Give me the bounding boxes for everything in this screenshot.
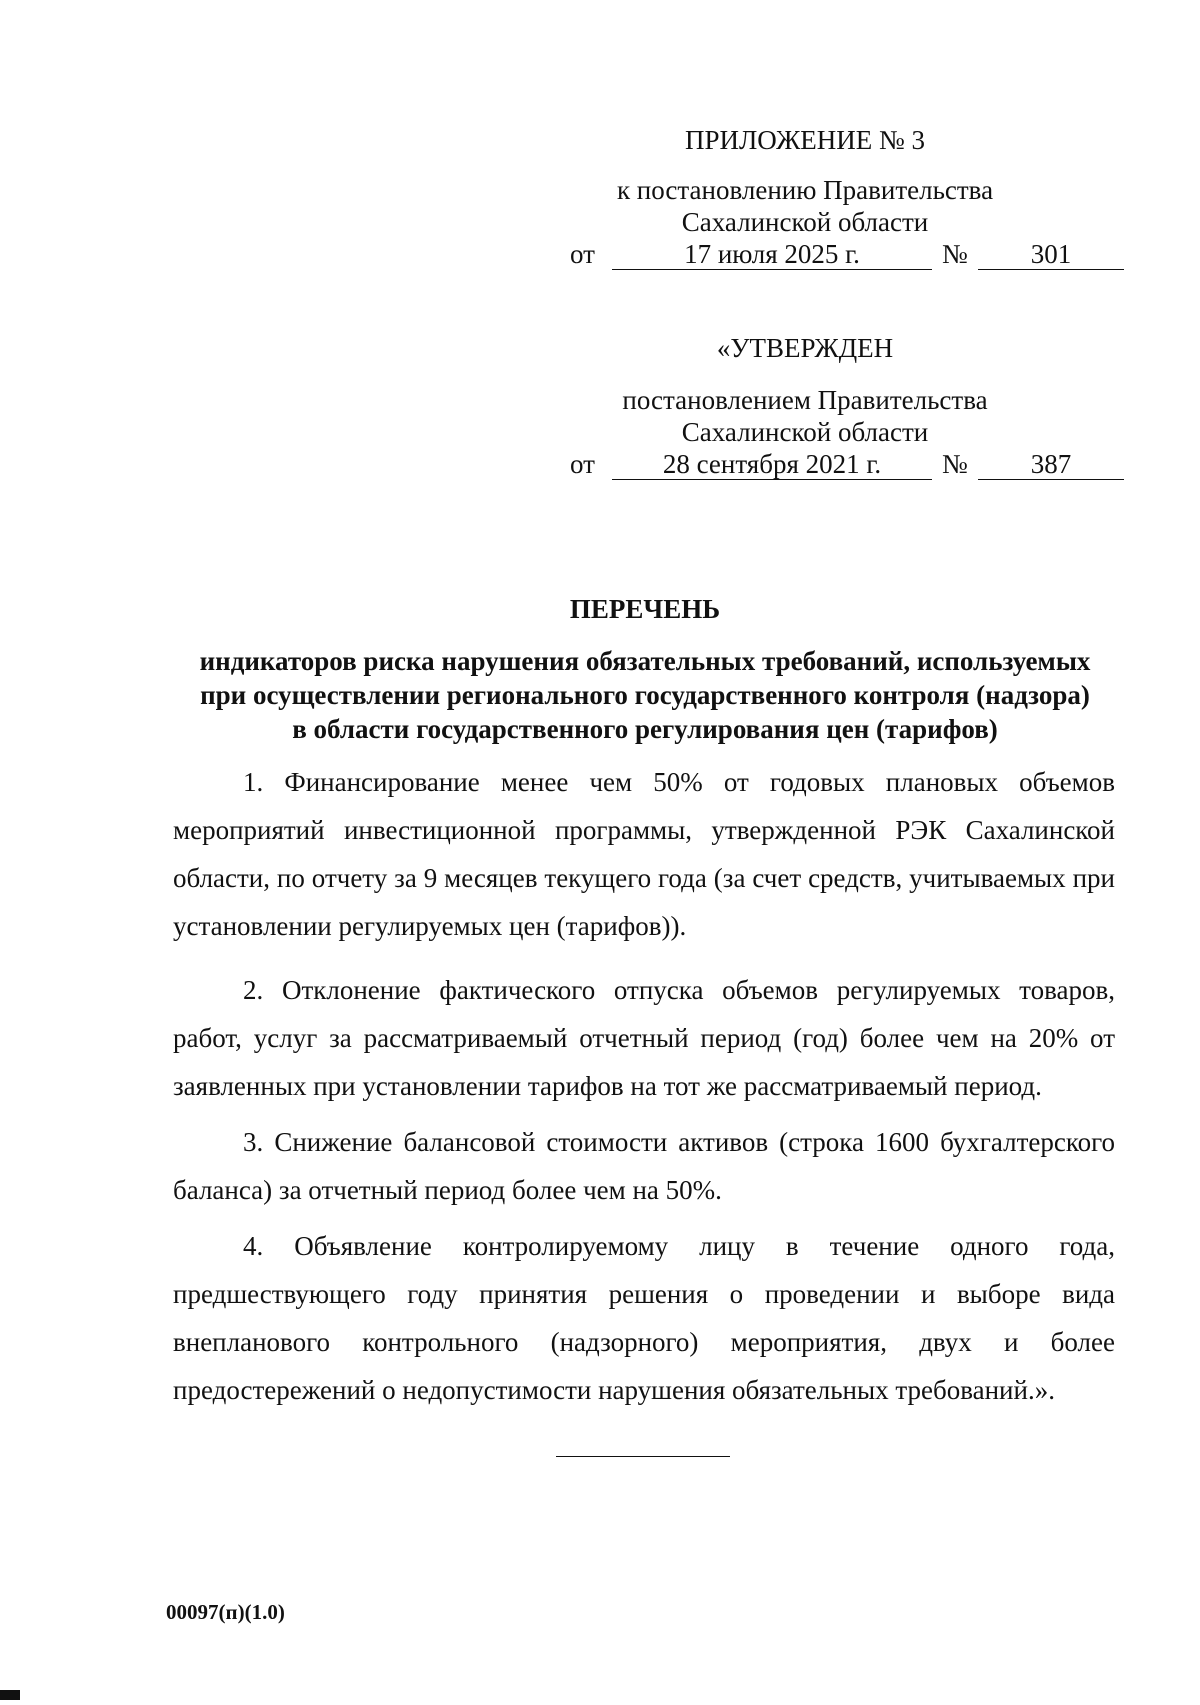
approved-line-2: Сахалинской области <box>681 417 929 447</box>
list-item-2: 2. Отклонение фактического отпуска объемов регулируемых товаров, работ, услуг за рассматриваемый отчетный период (год) более чем на 20% от заявленных при установлении тарифов на тот же рассматриваемый период. <box>173 975 1115 1101</box>
separator-rule <box>556 1456 730 1457</box>
appendix-line-2: Сахалинской области <box>681 207 929 237</box>
approved-title: «УТВЕРЖДЕН <box>716 333 894 363</box>
appendix-number-label: № <box>942 239 968 269</box>
list-item-1: 1. Финансирование менее чем 50% от годовых плановых объемов мероприятий инвестиционной программы, утвержденной РЭК Сахалинской области, по отчету за 9 месяцев текущего года (за счет средств, учитываемых при установлении регулируемых цен (тарифов)). <box>173 767 1115 941</box>
scan-mark <box>0 1690 20 1700</box>
approved-from-label: от <box>570 449 595 479</box>
document-subheading-1: индикаторов риска нарушения обязательных требований, используемых <box>199 646 1091 676</box>
list-item-3: 3. Снижение балансовой стоимости активов (строка 1600 бухгалтерского баланса) за отчетный период более чем на 50%. <box>173 1127 1115 1205</box>
appendix-date-line <box>570 239 1072 273</box>
appendix-date: 17 июля 2025 г. <box>612 239 932 270</box>
document-heading: ПЕРЕЧЕНЬ <box>569 594 721 624</box>
appendix-line-1: к постановлению Правительства <box>616 175 994 205</box>
appendix-title: ПРИЛОЖЕНИЕ № 3 <box>684 125 926 155</box>
approved-number-label: № <box>942 449 968 479</box>
approved-date: 28 сентября 2021 г. <box>612 449 932 480</box>
document-subheading-3: в области государственного регулирования цен (тарифов) <box>292 714 998 744</box>
document-subheading-2: при осуществлении регионального государственного контроля (надзора) <box>200 680 1090 710</box>
approved-date-line <box>570 449 1072 483</box>
appendix-from-label: от <box>570 239 595 269</box>
document-code: 00097(п)(1.0) <box>166 1600 285 1624</box>
approved-number: 387 <box>978 449 1124 480</box>
appendix-number: 301 <box>978 239 1124 270</box>
approved-line-1: постановлением Правительства <box>622 385 988 415</box>
list-item-4: 4. Объявление контролируемому лицу в течение одного года, предшествующего году принятия решения о проведении и выборе вида внепланового контрольного (надзорного) мероприятия, двух и более предостережений о недопустимости нарушения обязательных требований.». <box>173 1231 1115 1405</box>
